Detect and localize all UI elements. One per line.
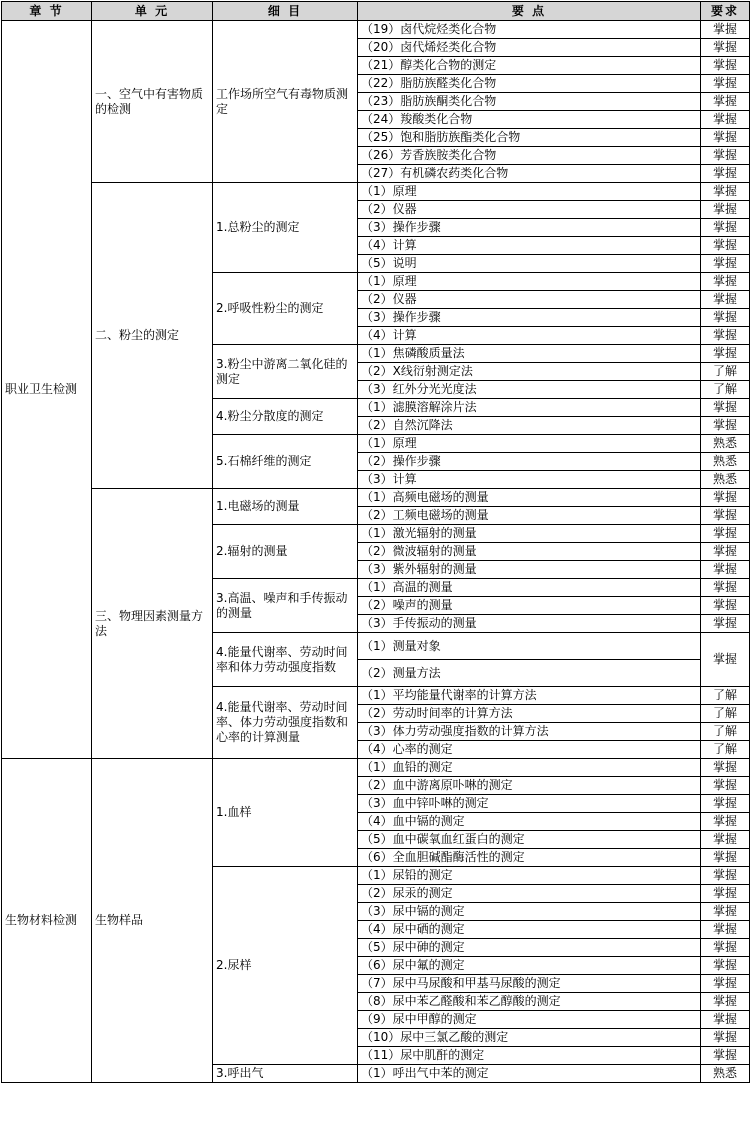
requirement-cell: 掌握 [701, 489, 750, 507]
point-cell: （5）尿中砷的测定 [358, 939, 701, 957]
table-row [2, 183, 750, 201]
requirement-cell: 掌握 [701, 921, 750, 939]
requirement-cell: 掌握 [701, 39, 750, 57]
point-cell: （3）体力劳动强度指数的计算方法 [358, 723, 701, 741]
unit-cell: 三、物理因素测量方法 [92, 489, 213, 759]
point-cell: （1）滤膜溶解涂片法 [358, 399, 701, 417]
point-cell: （1）原理 [358, 183, 701, 201]
point-cell: （6）尿中氟的测定 [358, 957, 701, 975]
requirement-cell: 掌握 [701, 147, 750, 165]
requirement-cell: 掌握 [701, 1029, 750, 1047]
point-cell: （24）羧酸类化合物 [358, 111, 701, 129]
header-chapter: 章 节 [2, 2, 92, 21]
point-cell: （27）有机磷农药类化合物 [358, 165, 701, 183]
point-cell: （2）X线衍射测定法 [358, 363, 701, 381]
point-cell: （2）噪声的测量 [358, 597, 701, 615]
requirement-cell: 掌握 [701, 543, 750, 561]
requirement-cell: 掌握 [701, 831, 750, 849]
requirement-cell: 熟悉 [701, 471, 750, 489]
requirement-cell: 掌握 [701, 993, 750, 1011]
point-cell: （9）尿中甲醇的测定 [358, 1011, 701, 1029]
requirement-cell: 掌握 [701, 165, 750, 183]
point-cell: （3）血中锌卟啉的测定 [358, 795, 701, 813]
point-cell: （4）计算 [358, 237, 701, 255]
point-cell: （21）醇类化合物的测定 [358, 57, 701, 75]
point-cell: （2）操作步骤 [358, 453, 701, 471]
requirement-cell: 掌握 [701, 615, 750, 633]
point-cell: （25）饱和脂肪族酯类化合物 [358, 129, 701, 147]
requirement-cell: 掌握 [701, 327, 750, 345]
point-cell: （2）仪器 [358, 201, 701, 219]
point-cell: （19）卤代烷烃类化合物 [358, 21, 701, 39]
chapter-cell: 生物材料检测 [2, 759, 92, 1083]
point-cell: （1）高频电磁场的测量 [358, 489, 701, 507]
item-cell: 5.石棉纤维的测定 [213, 435, 358, 489]
requirement-cell: 掌握 [701, 1047, 750, 1065]
requirement-cell: 了解 [701, 381, 750, 399]
requirement-cell: 掌握 [701, 273, 750, 291]
item-cell: 2.尿样 [213, 867, 358, 1065]
requirement-cell: 掌握 [701, 21, 750, 39]
point-cell: （1）激光辐射的测量 [358, 525, 701, 543]
requirement-cell: 掌握 [701, 129, 750, 147]
point-cell: （3）红外分光光度法 [358, 381, 701, 399]
requirement-cell: 掌握 [701, 399, 750, 417]
requirement-cell: 掌握 [701, 201, 750, 219]
requirement-cell: 熟悉 [701, 435, 750, 453]
point-cell: （1）测量对象 [358, 633, 701, 660]
requirement-cell: 掌握 [701, 759, 750, 777]
requirement-cell: 掌握 [701, 633, 750, 687]
point-cell: （4）计算 [358, 327, 701, 345]
requirement-cell: 掌握 [701, 795, 750, 813]
point-cell: （2）测量方法 [358, 660, 701, 687]
header-item: 细 目 [213, 2, 358, 21]
requirement-cell: 掌握 [701, 597, 750, 615]
requirement-cell: 了解 [701, 741, 750, 759]
chapter-cell: 职业卫生检测 [2, 21, 92, 759]
item-cell: 3.呼出气 [213, 1065, 358, 1083]
item-cell: 4.能量代谢率、劳动时间率和体力劳动强度指数 [213, 633, 358, 687]
point-cell: （22）脂肪族醛类化合物 [358, 75, 701, 93]
point-cell: （2）微波辐射的测量 [358, 543, 701, 561]
requirement-cell: 掌握 [701, 345, 750, 363]
requirement-cell: 了解 [701, 363, 750, 381]
requirement-cell: 掌握 [701, 561, 750, 579]
requirement-cell: 掌握 [701, 1011, 750, 1029]
requirement-cell: 掌握 [701, 849, 750, 867]
item-cell: 工作场所空气有毒物质测定 [213, 21, 358, 183]
table-row [2, 759, 750, 777]
requirement-cell: 掌握 [701, 867, 750, 885]
requirement-cell: 了解 [701, 705, 750, 723]
point-cell: （5）说明 [358, 255, 701, 273]
header-unit: 单 元 [92, 2, 213, 21]
header-point: 要 点 [358, 2, 701, 21]
requirement-cell: 掌握 [701, 93, 750, 111]
point-cell: （2）血中游离原卟啉的测定 [358, 777, 701, 795]
requirement-cell: 掌握 [701, 885, 750, 903]
syllabus-table [1, 1, 750, 1083]
requirement-cell: 掌握 [701, 291, 750, 309]
requirement-cell: 掌握 [701, 255, 750, 273]
requirement-cell: 掌握 [701, 237, 750, 255]
table-row [2, 489, 750, 507]
point-cell: （1）呼出气中苯的测定 [358, 1065, 701, 1083]
point-cell: （3）计算 [358, 471, 701, 489]
point-cell: （4）心率的测定 [358, 741, 701, 759]
requirement-cell: 掌握 [701, 525, 750, 543]
point-cell: （1）高温的测量 [358, 579, 701, 597]
header-row [2, 2, 750, 21]
point-cell: （2）劳动时间率的计算方法 [358, 705, 701, 723]
point-cell: （1）焦磷酸质量法 [358, 345, 701, 363]
point-cell: （8）尿中苯乙醛酸和苯乙醇酸的测定 [358, 993, 701, 1011]
requirement-cell: 掌握 [701, 507, 750, 525]
requirement-cell: 掌握 [701, 579, 750, 597]
requirement-cell: 掌握 [701, 111, 750, 129]
item-cell: 4.粉尘分散度的测定 [213, 399, 358, 435]
requirement-cell: 了解 [701, 687, 750, 705]
item-cell: 3.高温、噪声和手传振动的测量 [213, 579, 358, 633]
requirement-cell: 掌握 [701, 777, 750, 795]
requirement-cell: 熟悉 [701, 453, 750, 471]
header-requirement: 要求 [701, 2, 750, 21]
requirement-cell: 掌握 [701, 975, 750, 993]
item-cell: 1.总粉尘的测定 [213, 183, 358, 273]
point-cell: （2）工频电磁场的测量 [358, 507, 701, 525]
point-cell: （3）手传振动的测量 [358, 615, 701, 633]
requirement-cell: 熟悉 [701, 1065, 750, 1083]
requirement-cell: 掌握 [701, 75, 750, 93]
point-cell: （3）尿中镉的测定 [358, 903, 701, 921]
item-cell: 1.血样 [213, 759, 358, 867]
table-row [2, 21, 750, 39]
requirement-cell: 掌握 [701, 309, 750, 327]
requirement-cell: 掌握 [701, 57, 750, 75]
point-cell: （1）原理 [358, 435, 701, 453]
point-cell: （23）脂肪族酮类化合物 [358, 93, 701, 111]
point-cell: （10）尿中三氯乙酸的测定 [358, 1029, 701, 1047]
requirement-cell: 掌握 [701, 219, 750, 237]
point-cell: （2）仪器 [358, 291, 701, 309]
point-cell: （4）血中镉的测定 [358, 813, 701, 831]
item-cell: 2.辐射的测量 [213, 525, 358, 579]
unit-cell: 生物样品 [92, 759, 213, 1083]
unit-cell: 一、空气中有害物质的检测 [92, 21, 213, 183]
requirement-cell: 掌握 [701, 957, 750, 975]
requirement-cell: 掌握 [701, 183, 750, 201]
requirement-cell: 掌握 [701, 939, 750, 957]
point-cell: （5）血中碳氧血红蛋白的测定 [358, 831, 701, 849]
item-cell: 1.电磁场的测量 [213, 489, 358, 525]
point-cell: （2）自然沉降法 [358, 417, 701, 435]
point-cell: （3）操作步骤 [358, 309, 701, 327]
point-cell: （3）操作步骤 [358, 219, 701, 237]
point-cell: （20）卤代烯烃类化合物 [358, 39, 701, 57]
item-cell: 2.呼吸性粉尘的测定 [213, 273, 358, 345]
requirement-cell: 掌握 [701, 813, 750, 831]
point-cell: （4）尿中硒的测定 [358, 921, 701, 939]
point-cell: （7）尿中马尿酸和甲基马尿酸的测定 [358, 975, 701, 993]
item-cell: 3.粉尘中游离二氧化硅的测定 [213, 345, 358, 399]
unit-cell: 二、粉尘的测定 [92, 183, 213, 489]
point-cell: （1）尿铅的测定 [358, 867, 701, 885]
point-cell: （1）血铅的测定 [358, 759, 701, 777]
point-cell: （11）尿中肌酐的测定 [358, 1047, 701, 1065]
point-cell: （6）全血胆碱酯酶活性的测定 [358, 849, 701, 867]
requirement-cell: 掌握 [701, 417, 750, 435]
point-cell: （2）尿汞的测定 [358, 885, 701, 903]
requirement-cell: 了解 [701, 723, 750, 741]
point-cell: （26）芳香族胺类化合物 [358, 147, 701, 165]
point-cell: （1）平均能量代谢率的计算方法 [358, 687, 701, 705]
point-cell: （3）紫外辐射的测量 [358, 561, 701, 579]
point-cell: （1）原理 [358, 273, 701, 291]
requirement-cell: 掌握 [701, 903, 750, 921]
item-cell: 4.能量代谢率、劳动时间率、体力劳动强度指数和心率的计算测量 [213, 687, 358, 759]
